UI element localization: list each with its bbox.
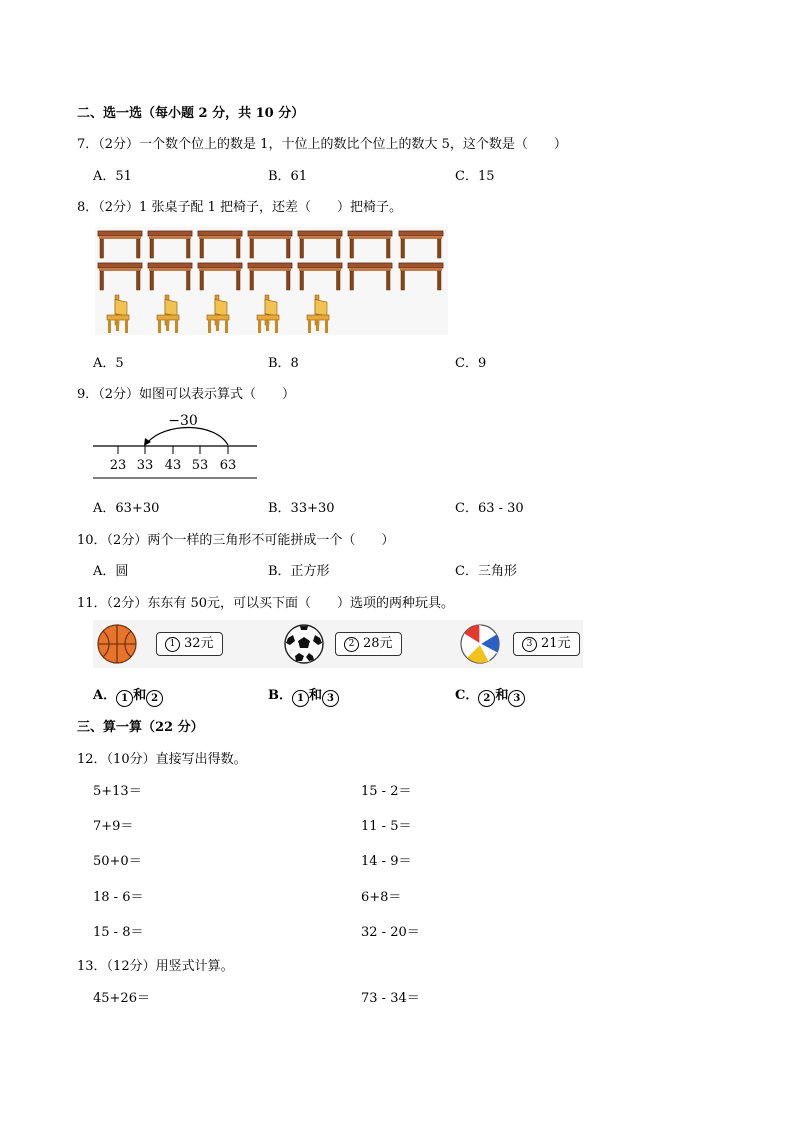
calc-item: 15 - 8＝	[93, 925, 144, 940]
table-icon	[348, 231, 392, 258]
chair-row	[107, 295, 329, 333]
question-12-stem: 12．（10分）直接写出得数。	[77, 752, 247, 767]
calc-item: 50+0＝	[93, 854, 142, 869]
tick-label: 43	[164, 458, 182, 473]
question-7-option-b: B．61	[268, 169, 308, 184]
question-13-stem: 13．（12分）用竖式计算。	[77, 959, 234, 974]
tick-label: 23	[109, 458, 127, 473]
question-11-option-b: B． 1 和 3	[268, 684, 339, 707]
question-11-stem: 11．（2分）东东有 50元，可以买下面（ ）选项的两种玩具。	[77, 596, 454, 611]
table-icon	[98, 263, 142, 290]
table-row-2	[98, 263, 443, 290]
calc-item: 15 - 2＝	[361, 784, 412, 799]
question-10-stem: 10．（2分）两个一样的三角形不可能拼成一个（ ）	[77, 533, 395, 548]
tick-label: 53	[191, 458, 209, 473]
calc-item: 6+8＝	[361, 890, 402, 905]
price-tag-3	[513, 632, 580, 656]
price-label: 32元	[184, 636, 214, 651]
calc-item: 18 - 6＝	[93, 890, 144, 905]
price-tag-2	[335, 632, 402, 656]
section-heading-choose: 二、选一选（每小题 2 分，共 10 分）	[77, 106, 305, 121]
question-8-stem: 8．（2分）1 张桌子配 1 把椅子，还差（ ）把椅子。	[77, 200, 402, 215]
calc-item: 5+13＝	[93, 784, 142, 799]
question-9-option-c: C．63 - 30	[455, 501, 524, 516]
question-8-option-b: B．8	[268, 356, 299, 371]
question-9-stem: 9．（2分）如图可以表示算式（ ）	[77, 387, 296, 402]
jump-arc	[147, 427, 228, 445]
table-icon	[298, 231, 342, 258]
number-line-figure	[90, 410, 260, 480]
table-icon	[98, 231, 142, 258]
question-10-option-c: C．三角形	[455, 564, 517, 579]
question-9-option-a: A．63+30	[93, 501, 160, 516]
question-8-option-c: C．9	[455, 356, 487, 371]
question-10-option-a: A．圆	[93, 564, 129, 579]
question-7-stem: 7．（2分）一个数个位上的数是 1，十位上的数比个位上的数大 5，这个数是（ ）	[77, 137, 567, 152]
question-9-option-b: B．33+30	[268, 501, 335, 516]
tick-label: 33	[136, 458, 154, 473]
calc-item: 7+9＝	[93, 819, 134, 834]
chair-icon	[207, 295, 229, 333]
chair-icon	[257, 295, 279, 333]
price-label: 21元	[541, 636, 571, 651]
option-number: 2	[344, 637, 359, 652]
chair-icon	[157, 295, 179, 333]
calc-item: 32 - 20＝	[361, 925, 420, 940]
table-icon	[298, 263, 342, 290]
soccer-ball-icon	[283, 623, 327, 665]
calc-item: 14 - 9＝	[361, 854, 412, 869]
vertical-calc-item: 73 - 34＝	[361, 991, 420, 1006]
tables-chairs-illustration	[95, 227, 448, 335]
table-icon	[148, 263, 192, 290]
chair-icon	[307, 295, 329, 333]
table-icon	[248, 263, 292, 290]
vertical-calc-item: 45+26＝	[93, 991, 150, 1006]
table-icon	[148, 231, 192, 258]
table-icon	[248, 231, 292, 258]
question-10-option-b: B．正方形	[268, 564, 330, 579]
price-label: 28元	[363, 636, 393, 651]
volleyball-icon	[459, 623, 503, 665]
option-number: 3	[522, 637, 537, 652]
table-icon	[198, 231, 242, 258]
question-11-option-a: A． 1 和 2	[93, 684, 163, 707]
question-11-option-c: C． 2 和 3	[455, 684, 525, 707]
calc-item: 11 - 5＝	[361, 819, 412, 834]
table-icon	[198, 263, 242, 290]
table-row-1	[98, 231, 443, 258]
question-7-option-c: C．15	[455, 169, 495, 184]
jump-label: −30	[168, 413, 198, 429]
basketball-icon	[96, 623, 140, 665]
option-number: 1	[165, 637, 180, 652]
price-tag-1	[156, 632, 223, 656]
question-7-option-a: A．51	[93, 169, 132, 184]
chair-icon	[107, 295, 129, 333]
tick-label: 63	[219, 458, 237, 473]
section-heading-calculate: 三、算一算（22 分）	[77, 720, 204, 735]
table-icon	[348, 263, 392, 290]
question-8-option-a: A．5	[93, 356, 124, 371]
table-icon	[399, 231, 443, 258]
table-icon	[399, 263, 443, 290]
